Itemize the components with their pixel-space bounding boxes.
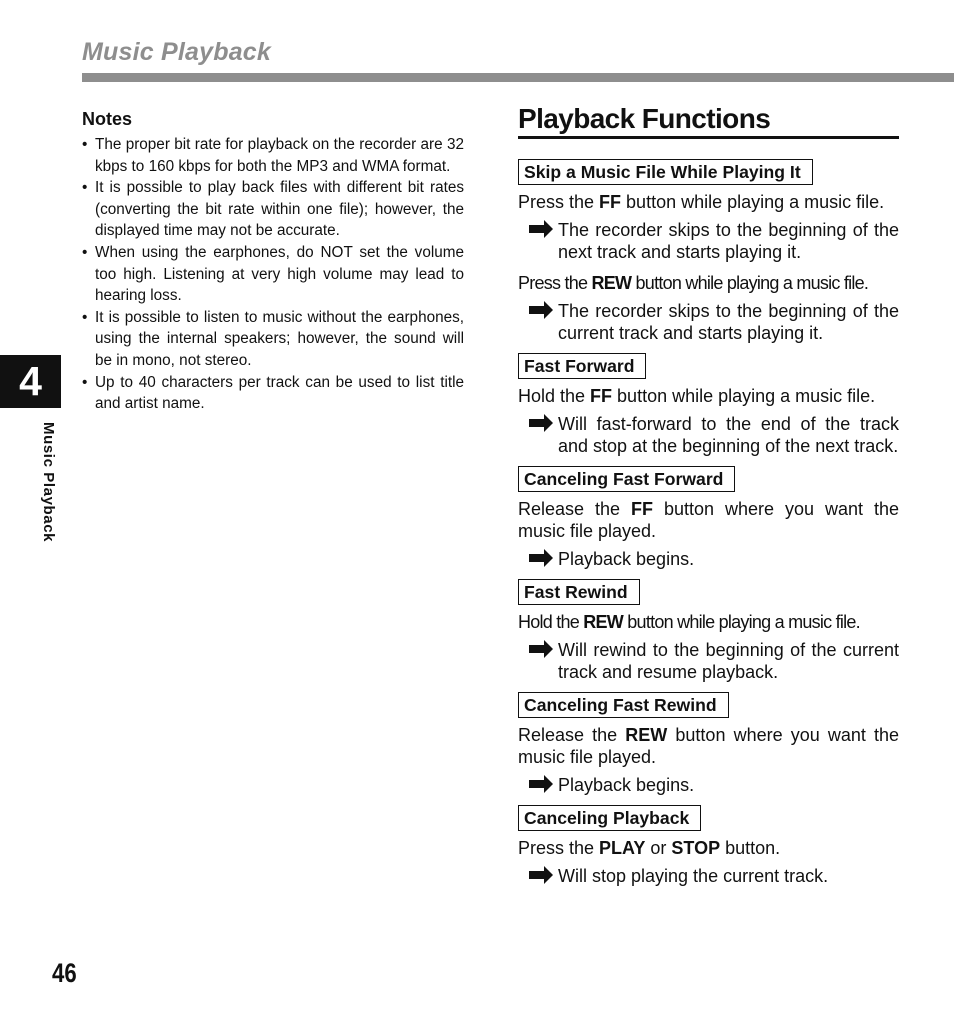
section-heading: Canceling Fast Forward [518,466,735,492]
note-item: • It is possible to listen to music without the earphones, using the internal speakers; however, the sound will be in mono, not stereo. [82,307,464,372]
header-title: Music Playback [82,38,272,66]
instruction-text: Hold the REW button while playing a music file. [518,612,860,632]
chapter-tab: 4 [0,355,61,408]
button-key: REW [591,273,632,293]
button-key: FF [599,192,622,212]
result-text: Playback begins. [518,548,899,570]
instruction-text: Press the PLAY or STOP button. [518,838,781,858]
right-arrow-icon [528,865,554,885]
section-skip-music-file [518,159,899,344]
button-key: FF [631,499,654,519]
instruction-text: Hold the FF button while playing a music file. [518,386,876,406]
instruction-text: Press the FF button while playing a music file. [518,192,885,212]
button-key: REW [583,612,624,632]
result-text: Will fast-forward to the end of the track and stop at the beginning of the next track. [518,413,899,457]
section-canceling-playback [518,805,899,887]
result-text: Will rewind to the beginning of the current track and resume playback. [518,639,899,683]
page-number: 46 [52,958,77,988]
button-key: PLAY [599,838,646,858]
notes-heading: Notes [82,109,133,129]
section-heading: Canceling Playback [518,805,701,831]
result-text: Playback begins. [518,774,899,796]
playback-functions [518,102,899,887]
button-key: STOP [671,838,721,858]
chapter-side-label: Music Playback [40,422,57,543]
note-item: • When using the earphones, do NOT set the volume too high. Listening at very high volume may lead to hearing loss. [82,242,464,307]
section-heading: Fast Forward [518,353,646,379]
button-key: FF [590,386,613,406]
instruction-text: Release the FF button where you want the music file played. [518,499,899,541]
section-heading: Skip a Music File While Playing It [518,159,813,185]
right-arrow-icon [528,639,554,659]
right-arrow-icon [528,300,554,320]
right-arrow-icon [528,774,554,794]
section-heading: Fast Rewind [518,579,640,605]
section-canceling-fast-forward [518,466,899,570]
section-fast-forward [518,353,899,457]
section-canceling-fast-rewind [518,692,899,796]
right-arrow-icon [528,413,554,433]
right-arrow-icon [528,219,554,239]
instruction-text: Release the REW button where you want the music file played. [518,725,899,767]
note-item: • Up to 40 characters per track can be used to list title and artist name. [82,372,464,415]
notes-section [82,109,464,415]
result-text: The recorder skips to the beginning of the current track and starts playing it. [518,300,899,344]
result-text: The recorder skips to the beginning of the next track and starts playing it. [518,219,899,263]
instruction-text: Press the REW button while playing a music file. [518,273,869,293]
page-title: Playback Functions [518,102,899,139]
result-text: Will stop playing the current track. [518,865,899,887]
button-key: REW [625,725,668,745]
section-heading: Canceling Fast Rewind [518,692,729,718]
notes-list [82,134,464,415]
header-rule [82,73,954,82]
note-item: • It is possible to play back files with different bit rates (converting the bit rate within one file); however, the displayed time may not be accurate. [82,177,464,242]
section-fast-rewind [518,579,899,683]
right-arrow-icon [528,548,554,568]
note-item: • The proper bit rate for playback on the recorder are 32 kbps to 160 kbps for both the MP3 and WMA format. [82,134,464,177]
